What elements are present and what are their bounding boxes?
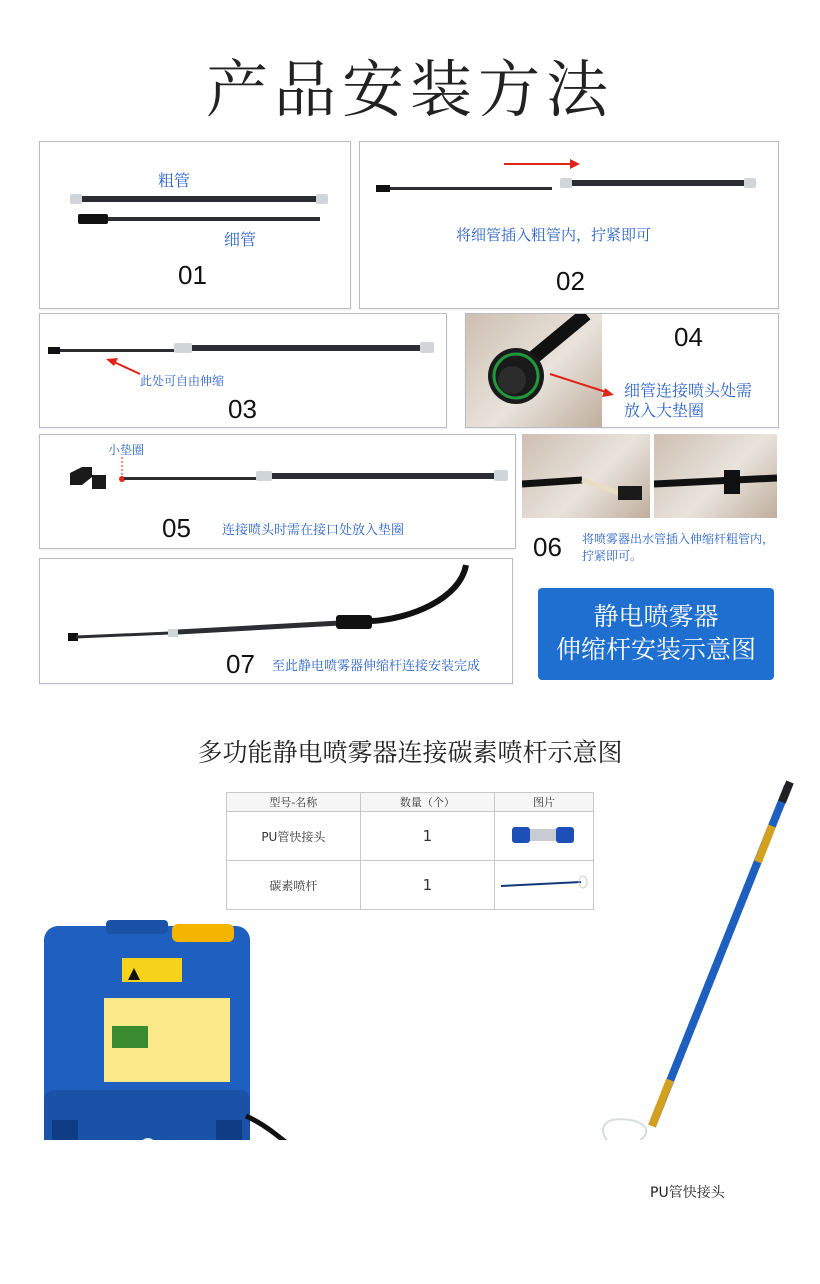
row-name: 碳素喷杆 [227, 861, 361, 910]
step-01-panel [39, 141, 351, 309]
diagram-badge [538, 588, 774, 680]
row-qty: 1 [360, 861, 494, 910]
step-04-text-2: 放入大垫圈 [624, 401, 705, 420]
step-03-panel [39, 313, 447, 428]
step-03-text: 此处可自由伸缩 [140, 374, 225, 388]
step-06-photo-2 [654, 434, 777, 518]
step-number: 05 [162, 513, 191, 543]
step-06-text-2: 拧紧即可。 [582, 549, 643, 563]
small-gasket-label: 小垫圈 [108, 443, 145, 457]
step-number: 01 [178, 260, 207, 290]
step-number: 02 [556, 266, 585, 296]
header-name: 型号-名称 [227, 793, 361, 812]
step-06-number: 06 [533, 532, 562, 562]
step-07-text: 至此静电喷雾器伸缩杆连接安装完成 [272, 659, 481, 674]
header-qty: 数量（个） [360, 793, 494, 812]
step-04-text-1: 细管连接喷头处需 [624, 381, 753, 400]
badge-line-1: 静电喷雾器 [593, 602, 719, 631]
badge-line-2: 伸缩杆安装示意图 [555, 635, 756, 664]
sprayer-illustration [0, 780, 820, 1140]
step-number: 07 [226, 649, 255, 679]
step-06-text-1: 将喷雾器出水管插入伸缩杆粗管内， [582, 532, 775, 546]
section-subtitle: 多功能静电喷雾器连接碳素喷杆示意图 [197, 738, 623, 767]
step-number: 04 [674, 322, 703, 352]
thick-tube-label: 粗管 [158, 171, 191, 190]
step-number: 03 [228, 394, 257, 424]
step-05-panel [39, 434, 516, 549]
step-05-text: 连接喷头时需在接口处放入垫圈 [222, 523, 405, 538]
page-title: 产品安装方法 [205, 53, 614, 126]
header-image: 图片 [495, 793, 594, 812]
thin-tube-label: 细管 [224, 230, 257, 249]
step-02-text: 将细管插入粗管内，拧紧即可 [456, 226, 652, 244]
step-02-panel [359, 141, 779, 309]
row-qty: 1 [360, 812, 494, 861]
step-04-panel [465, 313, 779, 428]
pu-connector-label: PU管快接头 [650, 1185, 725, 1201]
row-name: PU管快接头 [227, 812, 361, 861]
pointer-arrow [466, 314, 778, 427]
step-06-photo-1 [522, 434, 650, 518]
step-07-panel [39, 558, 513, 684]
